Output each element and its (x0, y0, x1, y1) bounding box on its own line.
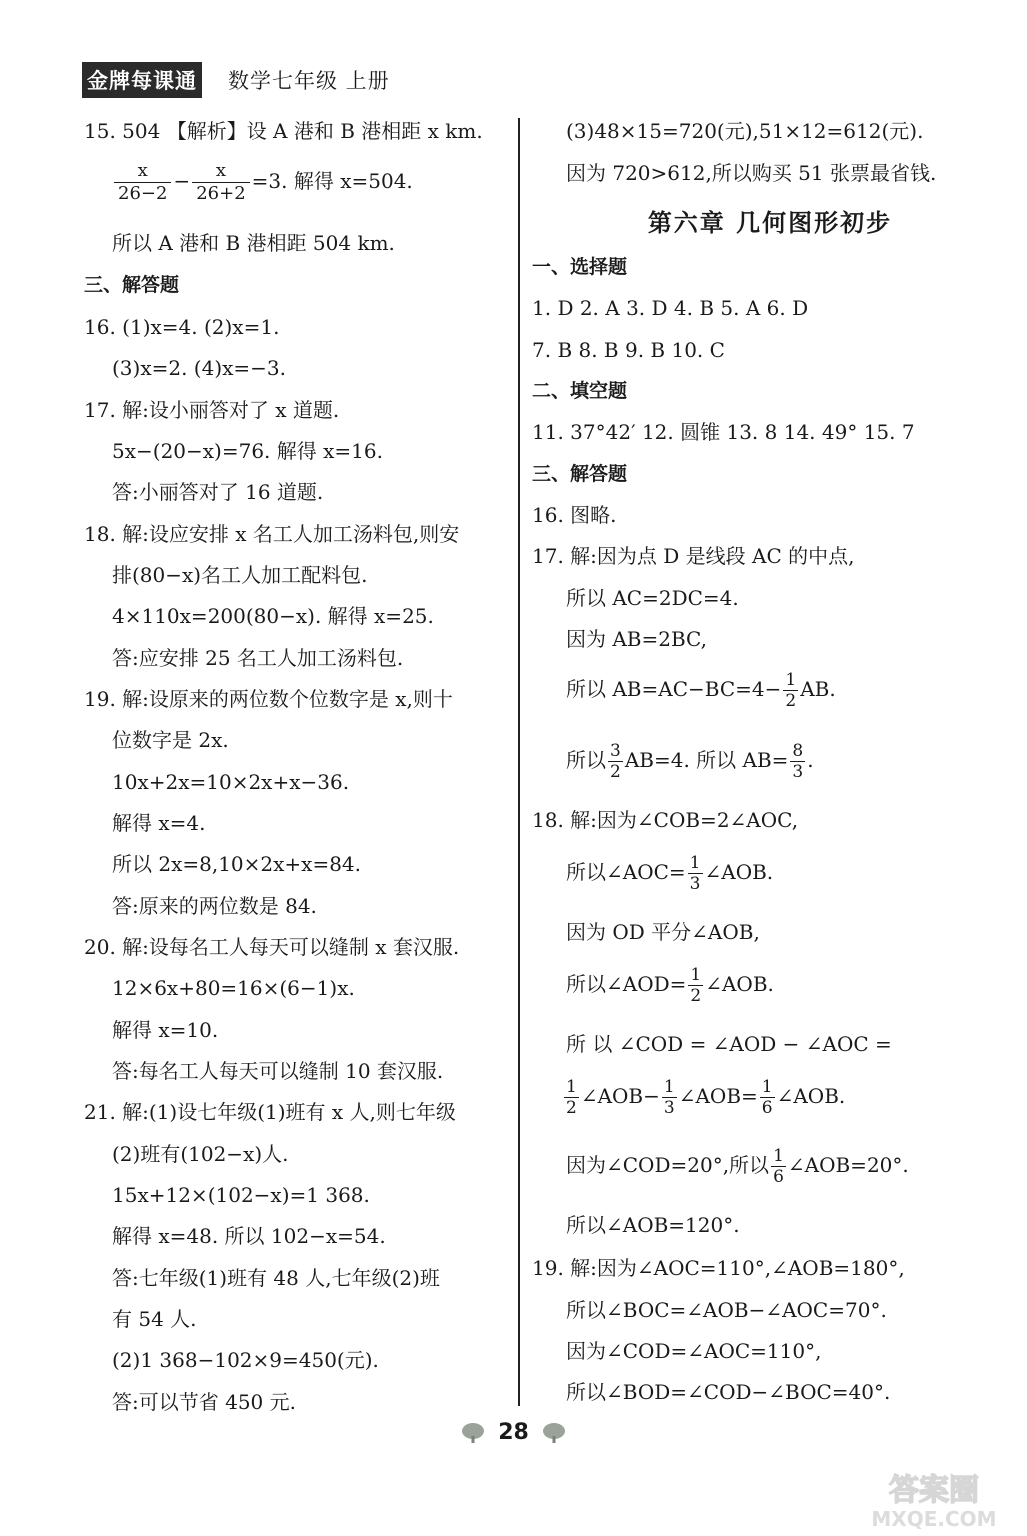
q21-line: 21. 解:(1)设七年级(1)班有 x 人,则七年级 (84, 1100, 456, 1124)
subject-label: 数学七年级 上册 (228, 69, 390, 93)
q16-line: 16. 图略. (532, 503, 617, 527)
column-divider (518, 118, 520, 1406)
text-line: 排(80−x)名工人加工配料包. (112, 563, 368, 587)
text-line: 5x−(20−x)=76. 解得 x=16. (112, 439, 383, 463)
fill-answers: 11. 37°42′ 12. 圆锥 13. 8 14. 49° 15. 7 (532, 420, 915, 444)
page-number: 28 (498, 1420, 529, 1445)
q18-line: 18. 解:因为∠COB=2∠AOC, (532, 808, 799, 832)
fraction: $\frac{x}{26+2}$ (192, 160, 249, 205)
text-line: 位数字是 2x. (112, 728, 229, 752)
watermark-logo (849, 1466, 1019, 1530)
text-line: (3)48×15=720(元),51×12=612(元). (566, 119, 924, 143)
text-line: 4×110x=200(80−x). 解得 x=25. (112, 604, 434, 628)
fraction: $\frac{1}{6}$ (761, 1077, 773, 1118)
text-line: 解得 x=10. (112, 1018, 219, 1042)
chapter-title: 第六章 几何图形初步 (647, 209, 893, 237)
text-line: 有 54 人. (112, 1307, 197, 1331)
brand-label: 金牌每课通 (82, 62, 202, 98)
tree-icon (541, 1422, 567, 1444)
text-line: 因为 720>612,所以购买 51 张票最省钱. (566, 161, 937, 185)
fraction: $\frac{1}{3}$ (689, 853, 701, 894)
q18-line: 18. 解:设应安排 x 名工人加工汤料包,则安 (84, 522, 460, 546)
section-heading: 二、填空题 (532, 380, 628, 402)
q15-equation: $\frac{x}{26-2}$ − $\frac{x}{26+2}$ =3. 解得 x=504. (112, 160, 413, 205)
section-heading: 一、选择题 (532, 256, 628, 278)
text-line: 因为∠COD=∠AOC=110°, (566, 1339, 822, 1363)
text-line: 15x+12×(102−x)=1 368. (112, 1183, 370, 1207)
fraction: $\frac{1}{2}$ (785, 670, 797, 711)
text-line: (2)1 368−102×9=450(元). (112, 1348, 379, 1372)
q17-line: 17. 解:设小丽答对了 x 道题. (84, 398, 340, 422)
q20-line: 20. 解:设每名工人每天可以缝制 x 套汉服. (84, 935, 460, 959)
fraction: $\frac{1}{6}$ (773, 1146, 784, 1187)
fraction: $\frac{1}{3}$ (663, 1077, 675, 1118)
text-line: 所以 AC=2DC=4. (566, 586, 739, 610)
text-line: (2)班有(102−x)人. (112, 1142, 289, 1166)
text-line: 因为 OD 平分∠AOB, (566, 920, 760, 944)
text-line: 所以∠BOC=∠AOB−∠AOC=70°. (566, 1298, 887, 1322)
text-line: 解得 x=48. 所以 102−x=54. (112, 1224, 386, 1248)
running-header (82, 62, 390, 98)
text-line: 答:每名工人每天可以缝制 10 套汉服. (112, 1059, 444, 1083)
q19-line: 19. 解:设原来的两位数个位数字是 x,则十 (84, 687, 453, 711)
q15-line: 15. 504 【解析】设 A 港和 B 港相距 x km. (84, 119, 483, 143)
text-line: 所以 $\frac{3}{2}$ AB=4. 所以 AB= $\frac{8}{3}$ . (566, 741, 814, 782)
page-footer (0, 1420, 1027, 1445)
fraction: $\frac{3}{2}$ (610, 741, 621, 782)
svg-text:答案圈: 答案圈 (889, 1473, 979, 1508)
text-line: 所以 2x=8,10×2x+x=84. (112, 852, 362, 876)
text-line: (3)x=2. (4)x=−3. (112, 356, 287, 380)
text-line: 解得 x=4. (112, 811, 206, 835)
svg-text:MXQE.COM: MXQE.COM (871, 1507, 997, 1530)
fraction: $\frac{1}{2}$ (690, 965, 702, 1006)
q16-line: 16. (1)x=4. (2)x=1. (84, 315, 280, 339)
text-line: 因为∠COD=20°,所以 $\frac{1}{6}$ ∠AOB=20°. (566, 1146, 909, 1187)
choice-answers: 1. D 2. A 3. D 4. B 5. A 6. D (532, 296, 809, 320)
q17-line: 17. 解:因为点 D 是线段 AC 的中点, (532, 544, 855, 568)
text-line: 因为 AB=2BC, (566, 627, 707, 651)
fraction: $\frac{8}{3}$ (792, 741, 804, 782)
text-line: 所以∠AOD= $\frac{1}{2}$ ∠AOB. (566, 965, 774, 1006)
text-line: 10x+2x=10×2x+x−36. (112, 770, 350, 794)
fraction: $\frac{1}{2}$ (566, 1077, 577, 1118)
text-line: $\frac{1}{2}$ ∠AOB− $\frac{1}{3}$ ∠AOB= $\frac{1}{6}$ ∠AOB. (566, 1077, 846, 1118)
q19-line: 19. 解:因为∠AOC=110°,∠AOB=180°, (532, 1256, 905, 1280)
text-line: 所以∠BOD=∠COD−∠BOC=40°. (566, 1380, 891, 1404)
text-line: 答:可以节省 450 元. (112, 1390, 296, 1414)
text-line: 答:应安排 25 名工人加工汤料包. (112, 646, 404, 670)
section-heading: 三、解答题 (532, 463, 628, 485)
text-line: 所以 AB=AC−BC=4− $\frac{1}{2}$ AB. (566, 670, 836, 711)
text-line: 答:小丽答对了 16 道题. (112, 480, 324, 504)
text-line: 答:原来的两位数是 84. (112, 894, 317, 918)
section-heading: 三、解答题 (84, 274, 180, 296)
text-line: 12×6x+80=16×(6−1)x. (112, 976, 355, 1000)
text-line: 答:七年级(1)班有 48 人,七年级(2)班 (112, 1266, 440, 1290)
text-line: 所 以 ∠COD = ∠AOD − ∠AOC = (566, 1032, 892, 1056)
text-line: 所以∠AOB=120°. (566, 1213, 740, 1237)
text-line: 所以 A 港和 B 港相距 504 km. (112, 231, 395, 255)
choice-answers: 7. B 8. B 9. B 10. C (532, 338, 725, 362)
text-line: 所以∠AOC= $\frac{1}{3}$ ∠AOB. (566, 853, 774, 894)
tree-icon (460, 1422, 486, 1444)
fraction: $\frac{x}{26-2}$ (114, 160, 171, 205)
